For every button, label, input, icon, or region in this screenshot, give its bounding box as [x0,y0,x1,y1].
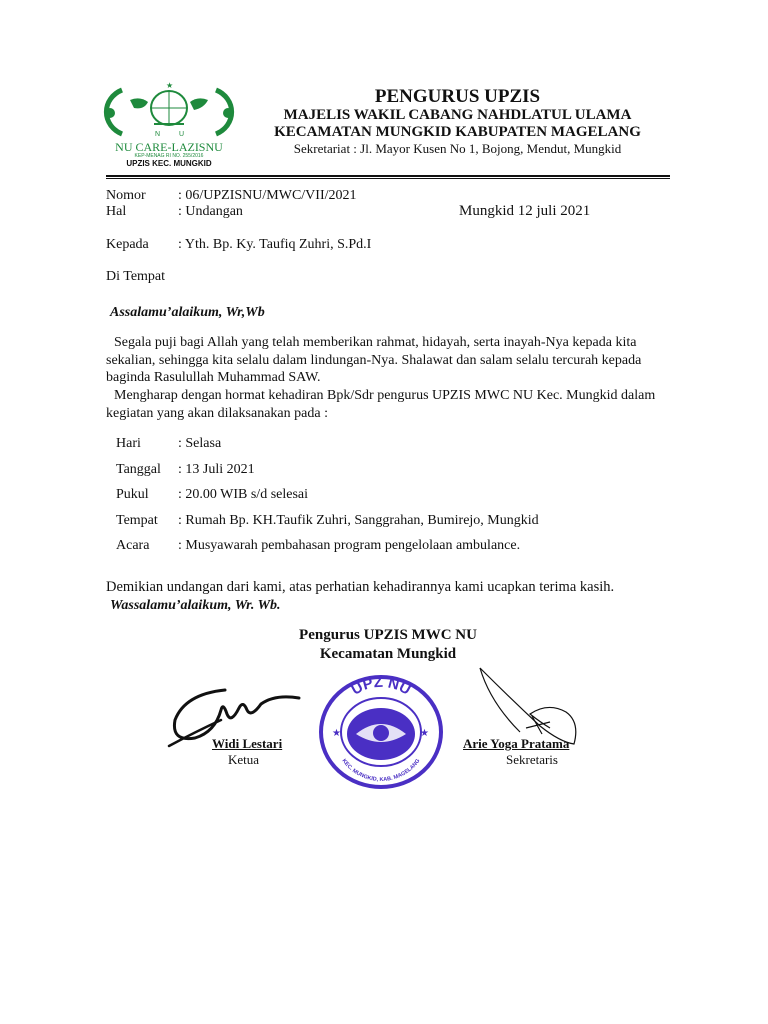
event-details [116,435,676,563]
farewell: Wassalamu’alaikum, Wr. Wb. [110,598,281,613]
svg-text:UPZ NU [348,674,413,699]
detail-value: : 13 Juli 2021 [178,461,255,477]
detail-label: Tanggal [116,461,161,477]
hal-value: : Undangan [178,204,243,219]
letter-date: Mungkid 12 juli 2021 [459,203,591,219]
paragraph-2: Mengharap dengan hormat kehadiran Bpk/Sdr pengurus UPZIS MWC NU Kec. Mungkid dalam kegiatan yang akan dilaksanakan pada : [106,388,656,421]
detail-label: Hari [116,436,141,451]
letterhead-line3: KECAMATAN MUNGKID KABUPATEN MAGELANG [274,124,641,140]
di-tempat: Di Tempat [106,269,166,284]
detail-row [116,435,676,461]
nu-care-logo [100,78,238,166]
detail-value: : Rumah Bp. KH.Taufik Zuhri, Sanggrahan, Bumirejo, Mungkid [178,512,539,528]
logo-unit-text: UPZIS KEC. MUNGKID [126,159,212,168]
greeting: Assalamu’alaikum, Wr,Wb [110,305,265,320]
kepada-value: : Yth. Bp. Ky. Taufiq Zuhri, S.Pd.I [178,237,372,252]
svg-text:★: ★ [332,728,341,739]
upz-nu-stamp [316,670,446,790]
letterhead-rule-thin [106,178,670,179]
svg-text:U: U [179,131,185,138]
letterhead-title: PENGURUS UPZIS [374,86,541,107]
detail-value: : Musyawarah pembahasan program pengelolaan ambulance. [178,538,521,553]
letterhead-address: Sekretariat : Jl. Mayor Kusen No 1, Bojong, Mendut, Mungkid [293,141,622,156]
signature-org-1: Pengurus UPZIS MWC NU [299,627,477,643]
detail-row [116,461,676,487]
left-signatory-name: Widi Lestari [212,736,283,751]
logo-brand-text: NU CARE-LAZISNU [115,140,223,154]
signature-org-2: Kecamatan Mungkid [319,646,457,662]
letterhead-rule-thick [106,175,670,177]
svg-text:★: ★ [166,81,174,90]
nomor-value: : 06/UPZISNU/MWC/VII/2021 [178,188,357,203]
detail-row [116,486,676,512]
right-signatory-name: Arie Yoga Pratama [463,736,570,751]
detail-label: Tempat [116,512,158,528]
svg-text:★: ★ [420,728,429,739]
stamp-top-text: UPZ NU [348,673,414,699]
detail-label: Pukul [116,487,149,502]
nomor-label: Nomor [106,188,146,203]
detail-row [116,512,676,538]
letterhead-line2: MAJELIS WAKIL CABANG NAHDLATUL ULAMA [283,107,632,123]
detail-value: : 20.00 WIB s/d selesai [178,487,309,502]
left-signatory-role: Ketua [228,752,260,767]
detail-value: : Selasa [178,436,222,451]
svg-text:N: N [155,131,161,138]
closing-text: Demikian undangan dari kami, atas perhatian kehadirannya kami ucapkan terima kasih. [106,579,615,595]
detail-row [116,537,676,563]
detail-label: Acara [116,538,150,553]
stamp-bottom-text: KEC. MUNGKID, KAB. MAGELANG [340,758,422,784]
stamp-emblem-icon [316,670,446,790]
paragraph-1: Segala puji bagi Allah yang telah memberikan rahmat, hidayah, serta inayah-Nya kepada kita sekalian, sehingga kita selalu dalam lindungan-Nya. Shalawat dan salam selalu tercurah kepada baginda Rasulullah Muhammad SAW. [106,335,642,385]
right-signatory-role: Sekretaris [506,752,558,767]
logo-kep-text: KEP-MENAG RI NO. 255/2016 [134,153,204,159]
logo-emblem-icon [100,78,238,140]
kepada-label: Kepada [106,237,149,252]
hal-label: Hal [106,204,127,219]
